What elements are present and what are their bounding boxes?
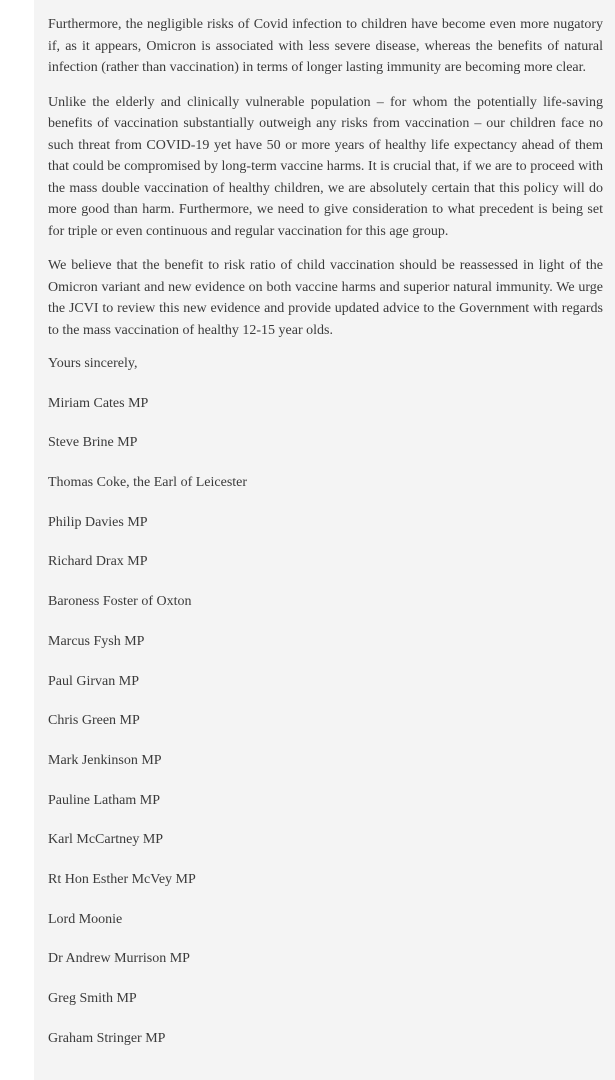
signatory: Rt Hon Esther McVey MP (48, 871, 196, 887)
signatory: Graham Stringer MP (48, 1030, 166, 1046)
closing-salutation: Yours sincerely, (48, 356, 138, 371)
signatory: Chris Green MP (48, 713, 140, 729)
signatory: Philip Davies MP (48, 514, 148, 530)
letter-panel (34, 0, 615, 1080)
signatory: Greg Smith MP (48, 991, 137, 1006)
signatory: Mark Jenkinson MP (48, 752, 162, 768)
signatory: Marcus Fysh MP (48, 633, 145, 649)
signatory: Karl McCartney MP (48, 832, 164, 848)
paragraph: Furthermore, the negligible risks of Covid infection to children have become even more nugatory if, as it appears, Omicron is associated with less severe disease, whereas the benefits of natural infection (rather than vaccination) in terms of longer lasting immunity are becoming more clear. (48, 17, 603, 75)
signatory: Steve Brine MP (48, 435, 138, 451)
signatory: Pauline Latham MP (48, 792, 160, 808)
letter-body (48, 14, 603, 1049)
signatory: Thomas Coke, the Earl of Leicester (48, 475, 248, 491)
signatory: Miriam Cates MP (48, 395, 149, 411)
signatory: Baroness Foster of Oxton (48, 594, 192, 610)
signatory: Dr Andrew Murrison MP (48, 951, 190, 967)
signatory: Lord Moonie (48, 911, 123, 927)
paragraph: Unlike the elderly and clinically vulnerable population – for whom the potentially life-saving benefits of vaccination substantially outweigh any risks from vaccination – our children face no such threat from COVID-19 yet have 50 or more years of healthy life expectancy ahead of them that could be compromised by long-term vaccine harms. It is crucial that, if we are to proceed with the mass double vaccination of healthy children, we are absolutely certain that this policy will do more good than harm. Furthermore, we need to give consideration to what precedent is being set for triple or even continuous and regular vaccination for this age group. (48, 94, 603, 239)
signatory: Paul Girvan MP (48, 673, 139, 689)
signatory-list (48, 394, 603, 1049)
signatory: Richard Drax MP (48, 554, 148, 570)
paragraph: We believe that the benefit to risk ratio of child vaccination should be reassessed in light of the Omicron variant and new evidence on both vaccine harms and superior natural immunity. We urge the JCVI to review this new evidence and provide updated advice to the Government with regards to the mass vaccination of healthy 12-15 year olds. (48, 258, 603, 338)
